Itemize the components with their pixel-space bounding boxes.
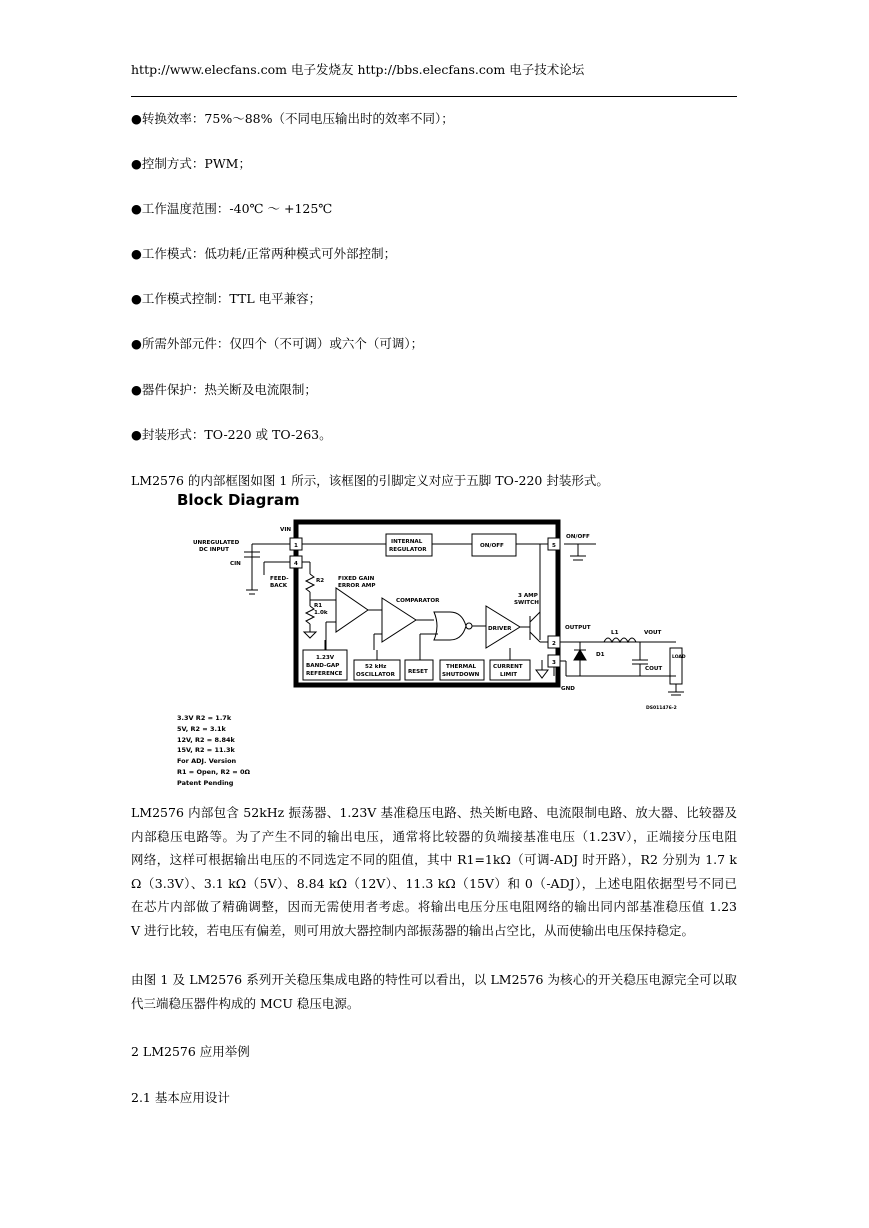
- label-bandgap-2: BAND-GAP: [306, 663, 340, 669]
- paragraph-conclusion: [131, 968, 737, 1015]
- label-osc-2: OSCILLATOR: [356, 672, 395, 678]
- label-comparator: COMPARATOR: [396, 598, 440, 604]
- note-patent: Patent Pending: [177, 778, 234, 787]
- pin-2-label: 2: [552, 641, 556, 647]
- section-heading-2-1: 2.1 基本应用设计: [131, 1090, 230, 1105]
- label-3amp: 3 AMP: [518, 593, 538, 599]
- paragraph1-line: 内部稳压电路等。为了产生不同的输出电压，通常将比较器的负端接基准电压（1.23V），正端接分压电阻: [131, 828, 737, 844]
- paragraph1-line: Ω（3.3V）、3.1 kΩ（5V）、8.84 kΩ（12V）、11.3 kΩ（15V）和 0（-ADJ），上述电阻依据型号不同已: [131, 875, 737, 891]
- note-3v3: 3.3V R2 = 1.7k: [177, 714, 232, 722]
- section-heading-2: 2 LM2576 应用举例: [131, 1044, 250, 1059]
- label-thermal-1: THERMAL: [446, 664, 477, 670]
- bullet-efficiency: ●转换效率：75%～88%（不同电压输出时的效率不同）；: [131, 111, 454, 126]
- label-onoff: ON/OFF: [480, 543, 504, 549]
- label-r1: R1: [314, 603, 323, 609]
- bullet-mode: ●工作模式：低功耗/正常两种模式可外部控制；: [131, 246, 397, 261]
- label-current-1: CURRENT: [493, 664, 523, 670]
- label-internal-2: REGULATOR: [389, 547, 427, 553]
- label-thermal-2: SHUTDOWN: [442, 672, 480, 678]
- header-rule: [131, 96, 737, 97]
- label-cin: CIN: [230, 561, 241, 567]
- label-fixed-gain: FIXED GAIN: [338, 576, 375, 582]
- note-r1-open: R1 = Open, R2 = 0Ω: [177, 767, 250, 776]
- label-switch: SWITCH: [514, 600, 539, 606]
- bullet-mode-control: ●工作模式控制：TTL 电平兼容；: [131, 291, 322, 306]
- pin-1-label: 1: [294, 543, 298, 549]
- bullet-control: ●控制方式：PWM；: [131, 156, 251, 171]
- page-header: http://www.elecfans.com 电子发烧友 http://bbs.elecfans.com 电子技术论坛: [131, 62, 585, 77]
- label-bandgap-1: 1.23V: [316, 655, 335, 661]
- paragraph1-line: 在芯片内部做了精确调整，因而无需使用者考虑。将输出电压分压电阻网络的输出同内部基准稳压值 1.23: [131, 899, 737, 914]
- bullet-temperature: ●工作温度范围：-40℃ ～ +125℃: [131, 201, 333, 216]
- label-gnd: GND: [561, 686, 575, 692]
- figure-title: Block Diagram: [177, 491, 300, 509]
- label-vin: VIN: [280, 527, 292, 533]
- paragraph1-line: V 进行比较，若电压有偏差，则可用放大器控制内部振荡器的输出占空比，从而使输出电压保持稳定。: [131, 922, 695, 938]
- label-bandgap-3: REFERENCE: [306, 671, 343, 677]
- label-r2: R2: [316, 578, 325, 584]
- label-vout: VOUT: [644, 630, 662, 636]
- pin-3-label: 3: [552, 660, 556, 666]
- bullet-external-parts: ●所需外部元件：仅四个（不可调）或六个（可调）；: [131, 336, 424, 351]
- paragraph1-line: 网络，这样可根据输出电压的不同选定不同的阻值，其中 R1=1kΩ（可调-ADJ 时开路），R2 分别为 1.7 k: [131, 852, 737, 867]
- label-figure-code: DS011476-2: [646, 706, 677, 711]
- paragraph2-line: 由图 1 及 LM2576 系列开关稳压集成电路的特性可以看出，以 LM2576 为核心的开关稳压电源完全可以取: [131, 972, 737, 987]
- label-cout: COUT: [645, 666, 663, 672]
- label-load: LOAD: [672, 655, 686, 660]
- bullet-protection: ●器件保护：热关断及电流限制；: [131, 382, 317, 397]
- label-unregulated-1: UNREGULATED: [193, 540, 240, 546]
- label-unregulated-2: DC INPUT: [199, 547, 229, 553]
- label-l1: L1: [611, 630, 619, 636]
- note-adj: For ADJ. Version: [177, 757, 237, 766]
- label-current-2: LIMIT: [500, 672, 518, 678]
- label-error-amp: ERROR AMP: [338, 583, 376, 589]
- bullet-package: ●封装形式：TO-220 或 TO-263。: [131, 427, 332, 442]
- label-reset: RESET: [408, 669, 428, 675]
- note-12v: 12V, R2 = 8.84k: [177, 735, 235, 744]
- pin-4-label: 4: [294, 561, 298, 567]
- label-d1: D1: [596, 652, 605, 658]
- paragraph-internal-description: [131, 801, 737, 942]
- pin-5-label: 5: [552, 543, 556, 549]
- note-5v: 5V, R2 = 3.1k: [177, 724, 226, 733]
- label-onoff-pin: ON/OFF: [566, 534, 590, 540]
- note-15v: 15V, R2 = 11.3k: [177, 746, 235, 755]
- paragraph2-line: 代三端稳压器件构成的 MCU 稳压电源。: [131, 995, 360, 1011]
- label-driver: DRIVER: [488, 626, 512, 632]
- label-output: OUTPUT: [565, 625, 591, 631]
- paragraph1-line: LM2576 内部包含 52kHz 振荡器、1.23V 基准稳压电路、热关断电路、电流限制电路、放大器、比较器及: [131, 805, 737, 820]
- intro-text: LM2576 的内部框图如图 1 所示，该框图的引脚定义对应于五脚 TO-220 封装形式。: [131, 473, 609, 488]
- label-feedback-2: BACK: [270, 583, 288, 589]
- figure-notes: [177, 713, 250, 789]
- label-internal-1: INTERNAL: [391, 539, 423, 545]
- label-feedback-1: FEED-: [270, 576, 289, 582]
- label-r1-value: 1.0k: [314, 610, 328, 616]
- label-osc-1: 52 kHz: [365, 664, 387, 670]
